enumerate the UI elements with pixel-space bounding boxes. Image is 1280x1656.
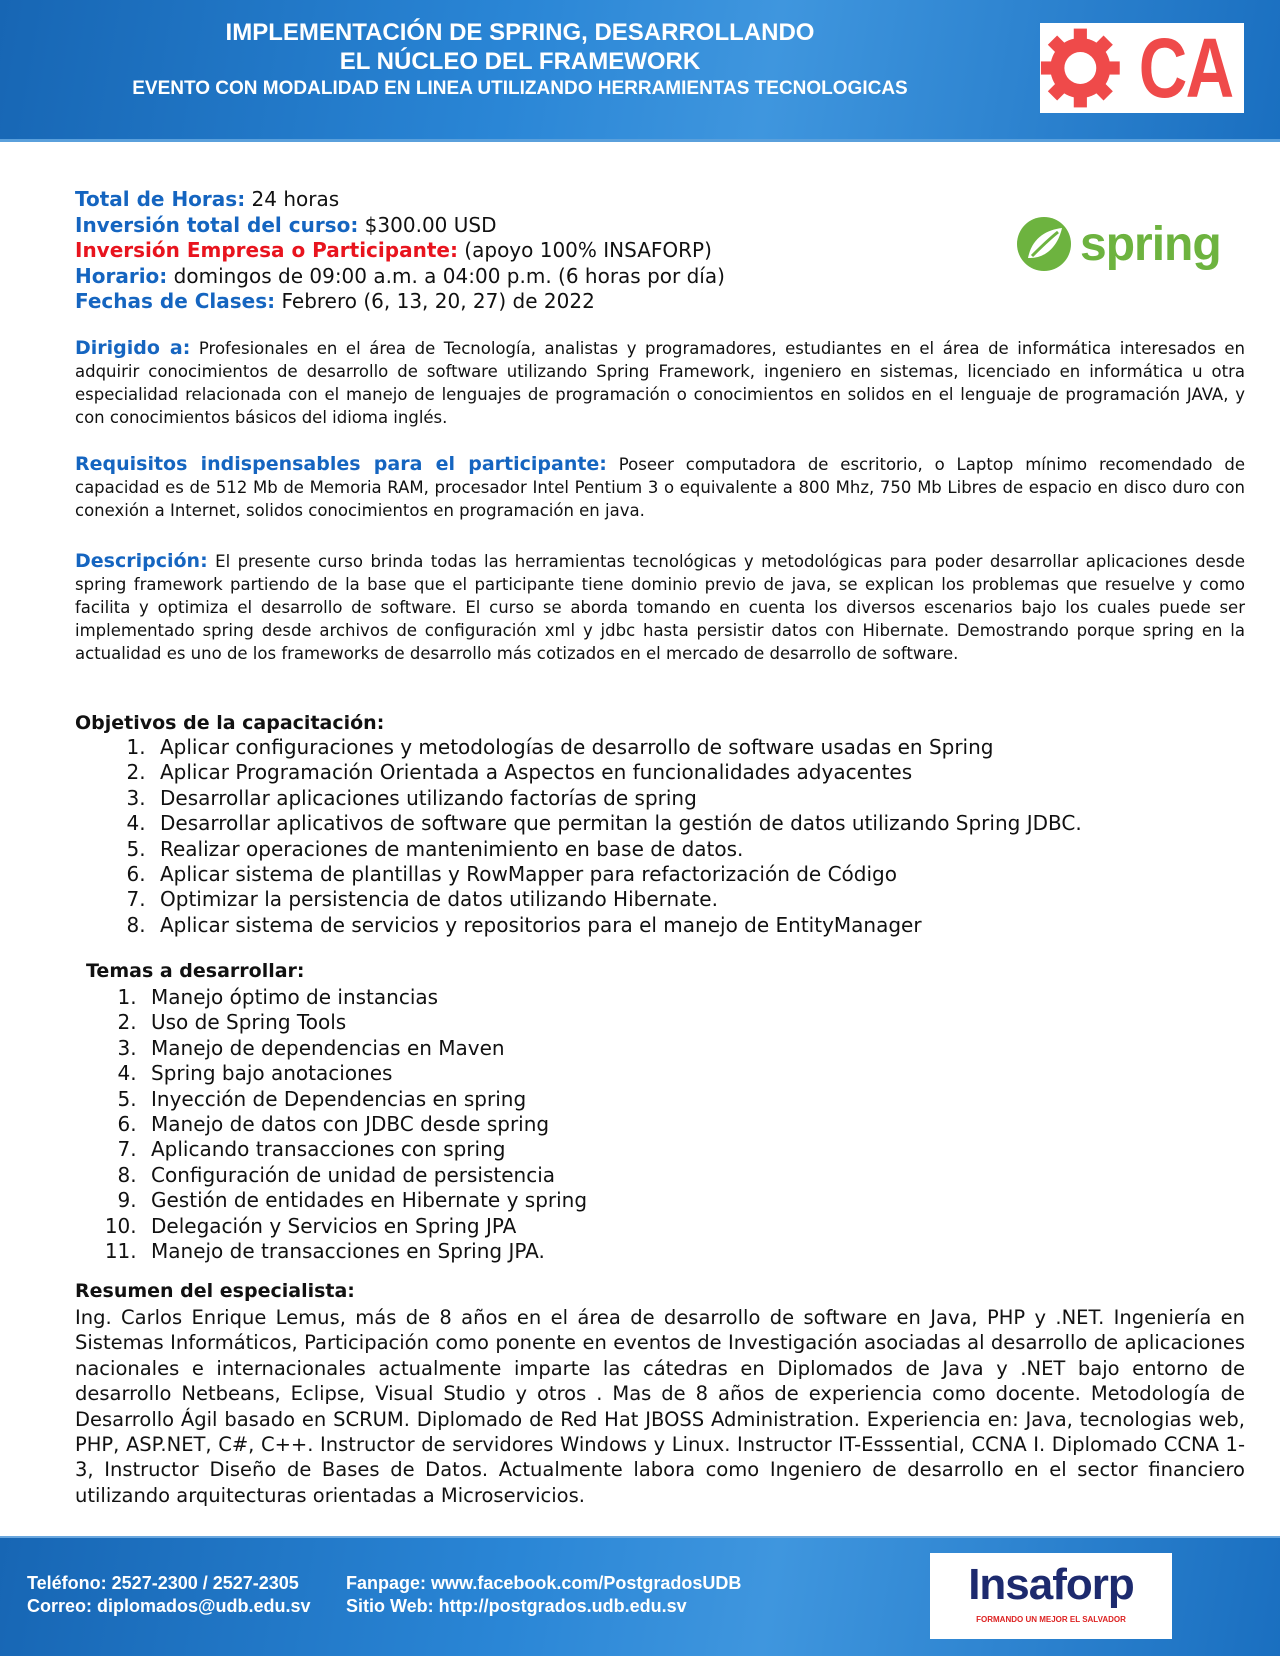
contact-right	[346, 1572, 741, 1618]
resumen-title: Resumen del especialista:	[75, 1280, 355, 1302]
total-investment: Inversión total del curso: $300.00 USD	[75, 212, 497, 237]
leaf-icon	[1014, 214, 1074, 274]
class-dates: Fechas de Clases: Febrero (6, 13, 20, 27) de 2022	[75, 289, 595, 314]
spring-logo	[1014, 214, 1221, 274]
email: Correo: diplomados@udb.edu.sv	[27, 1596, 311, 1616]
objetivo-item: 2. Aplicar Programación Orientada a Aspectos en funcionalidades adyacentes	[152, 760, 1082, 785]
objetivo-item: 5. Realizar operaciones de mantenimiento en base de datos.	[152, 837, 1082, 862]
insaforp-tagline: FORMANDO UN MEJOR EL SALVADOR	[976, 1615, 1126, 1624]
objetivo-item: 4. Desarrollar aplicativos de software que permitan la gestión de datos utilizando Spring JDBC.	[152, 811, 1082, 836]
temas-title: Temas a desarrollar:	[86, 960, 305, 982]
gear-icon	[1040, 25, 1121, 111]
requisitos-paragraph: Requisitos indispensables para el participante: Poseer computadora de escritorio, o Laptop mínimo recomendado de capacidad es de 512 Mb de Memoria RAM, procesador Intel Pentium 3 o equivalente a 800 Mhz, 750 Mb Libres de espacio en disco duro con conexión a Internet, solidos conocimientos en programación en java.	[75, 453, 1245, 520]
ca-logo	[1040, 23, 1244, 113]
tema-item: 9. Gestión de entidades en Hibernate y spring	[143, 1188, 587, 1213]
objetivos-title: Objetivos de la capacitación:	[75, 712, 385, 734]
insaforp-logo	[930, 1553, 1172, 1639]
tema-item: 6. Manejo de datos con JDBC desde spring	[143, 1112, 587, 1137]
tema-item: 4. Spring bajo anotaciones	[143, 1061, 587, 1086]
insaforp-logo-text: Insaforp	[968, 1560, 1134, 1609]
descripcion-paragraph: Descripción: El presente curso brinda todas las herramientas tecnológicas y metodológicas para poder desarrollar aplicaciones desde spring framework partiendo de la base que el participante tiene dominio previo de java, se explican los problemas que resuelve y como facilita y optimiza el desarrollo de software. El curso se aborda tomando en cuenta los diversos escenarios bajo los cuales puede ser implementado spring desde archivos de configuración xml y jdbc hasta persistir datos con Hibernate. Demostrando porque spring en la actualidad es uno de los frameworks de desarrollo más cotizados en el mercado de desarrollo de software.	[75, 550, 1245, 663]
objetivo-item: 8. Aplicar sistema de servicios y repositorios para el manejo de EntityManager	[152, 913, 1082, 938]
title-line-2: EL NÚCLEO DEL FRAMEWORK	[339, 48, 701, 75]
website-link[interactable]: http://postgrados.udb.edu.sv	[438, 1596, 687, 1616]
title-line-1: IMPLEMENTACIÓN DE SPRING, DESARROLLANDO	[225, 19, 815, 46]
tema-item: 5. Inyección de Dependencias en spring	[143, 1087, 587, 1112]
tema-item: 2. Uso de Spring Tools	[143, 1010, 587, 1035]
company-investment: Inversión Empresa o Participante: (apoyo 100% INSAFORP)	[75, 238, 712, 263]
ca-logo-text: CA	[1138, 21, 1233, 115]
objetivo-item: 3. Desarrollar aplicaciones utilizando factorías de spring	[152, 786, 1082, 811]
resumen-paragraph: Ing. Carlos Enrique Lemus, más de 8 años en el área de desarrollo de software en Java, PHP y .NET. Ingeniería en Sistemas Informáticos, Participación como ponente en eventos de Investigación asociadas al desarrollo de aplicaciones nacionales e internacionales actualmente imparte las cátedras en Diplomados de Java y .NET bajo entorno de desarrollo Netbeans, Eclipse, Visual Studio y otros . Mas de 8 años de experiencia como docente. Metodología de Desarrollo Ágil basado en SCRUM. Diplomado de Red Hat JBOSS Administration. Experiencia en: Java, tecnologias web, PHP, ASP.NET, C#, C++. Instructor de servidores Windows y Linux. Instructor IT-Esssential, CCNA I. Diplomado CCNA 1-3, Instructor Diseño de Bases de Datos. Actualmente labora como Ingeniero de desarrollo en el sector financiero utilizando arquitecturas orientadas a Microservicios.	[75, 1306, 1245, 1507]
tema-item: 8. Configuración de unidad de persistencia	[143, 1163, 587, 1188]
header-banner	[0, 0, 1280, 142]
fanpage: Fanpage: www.facebook.com/PostgradosUDB	[346, 1573, 742, 1593]
tema-item: 1. Manejo óptimo de instancias	[143, 985, 587, 1010]
phone: Teléfono: 2527-2300 / 2527-2305	[27, 1573, 299, 1593]
tema-item: 11. Manejo de transacciones en Spring JPA.	[143, 1239, 587, 1264]
objetivo-item: 7. Optimizar la persistencia de datos utilizando Hibernate.	[152, 887, 1082, 912]
web-label: Sitio Web:	[346, 1596, 439, 1616]
total-hours: Total de Horas: 24 horas	[75, 187, 340, 211]
tema-item: 7. Aplicando transacciones con spring	[143, 1137, 587, 1162]
event-subtitle: EVENTO CON MODALIDAD EN LINEA UTILIZANDO HERRAMIENTAS TECNOLOGICAS	[132, 78, 908, 99]
schedule: Horario: domingos de 09:00 a.m. a 04:00 p.m. (6 horas por día)	[75, 263, 725, 288]
course-info	[75, 187, 725, 315]
tema-item: 3. Manejo de dependencias en Maven	[143, 1036, 587, 1061]
dirigido-paragraph: Dirigido a: Profesionales en el área de Tecnología, analistas y programadores, estudiantes en el área de informática interesados en adquirir conocimientos de desarrollo de software utilizando Spring Framework, ingeniero en sistemas, licenciado en informática u otra especialidad relacionada con el manejo de lenguajes de programación o conocimientos en solidos en el lenguaje de programación JAVA, y con conocimientos básicos del idioma inglés.	[75, 337, 1245, 427]
objetivo-item: 6. Aplicar sistema de plantillas y RowMapper para refactorización de Código	[152, 862, 1082, 887]
objetivos-list	[152, 735, 1082, 938]
tema-item: 10. Delegación y Servicios en Spring JPA	[143, 1214, 587, 1239]
objetivo-item: 1. Aplicar configuraciones y metodologías de desarrollo de software usadas en Spring	[152, 735, 1082, 760]
spring-logo-text: spring	[1080, 217, 1221, 271]
contact-left	[27, 1572, 311, 1618]
temas-list	[143, 985, 587, 1264]
